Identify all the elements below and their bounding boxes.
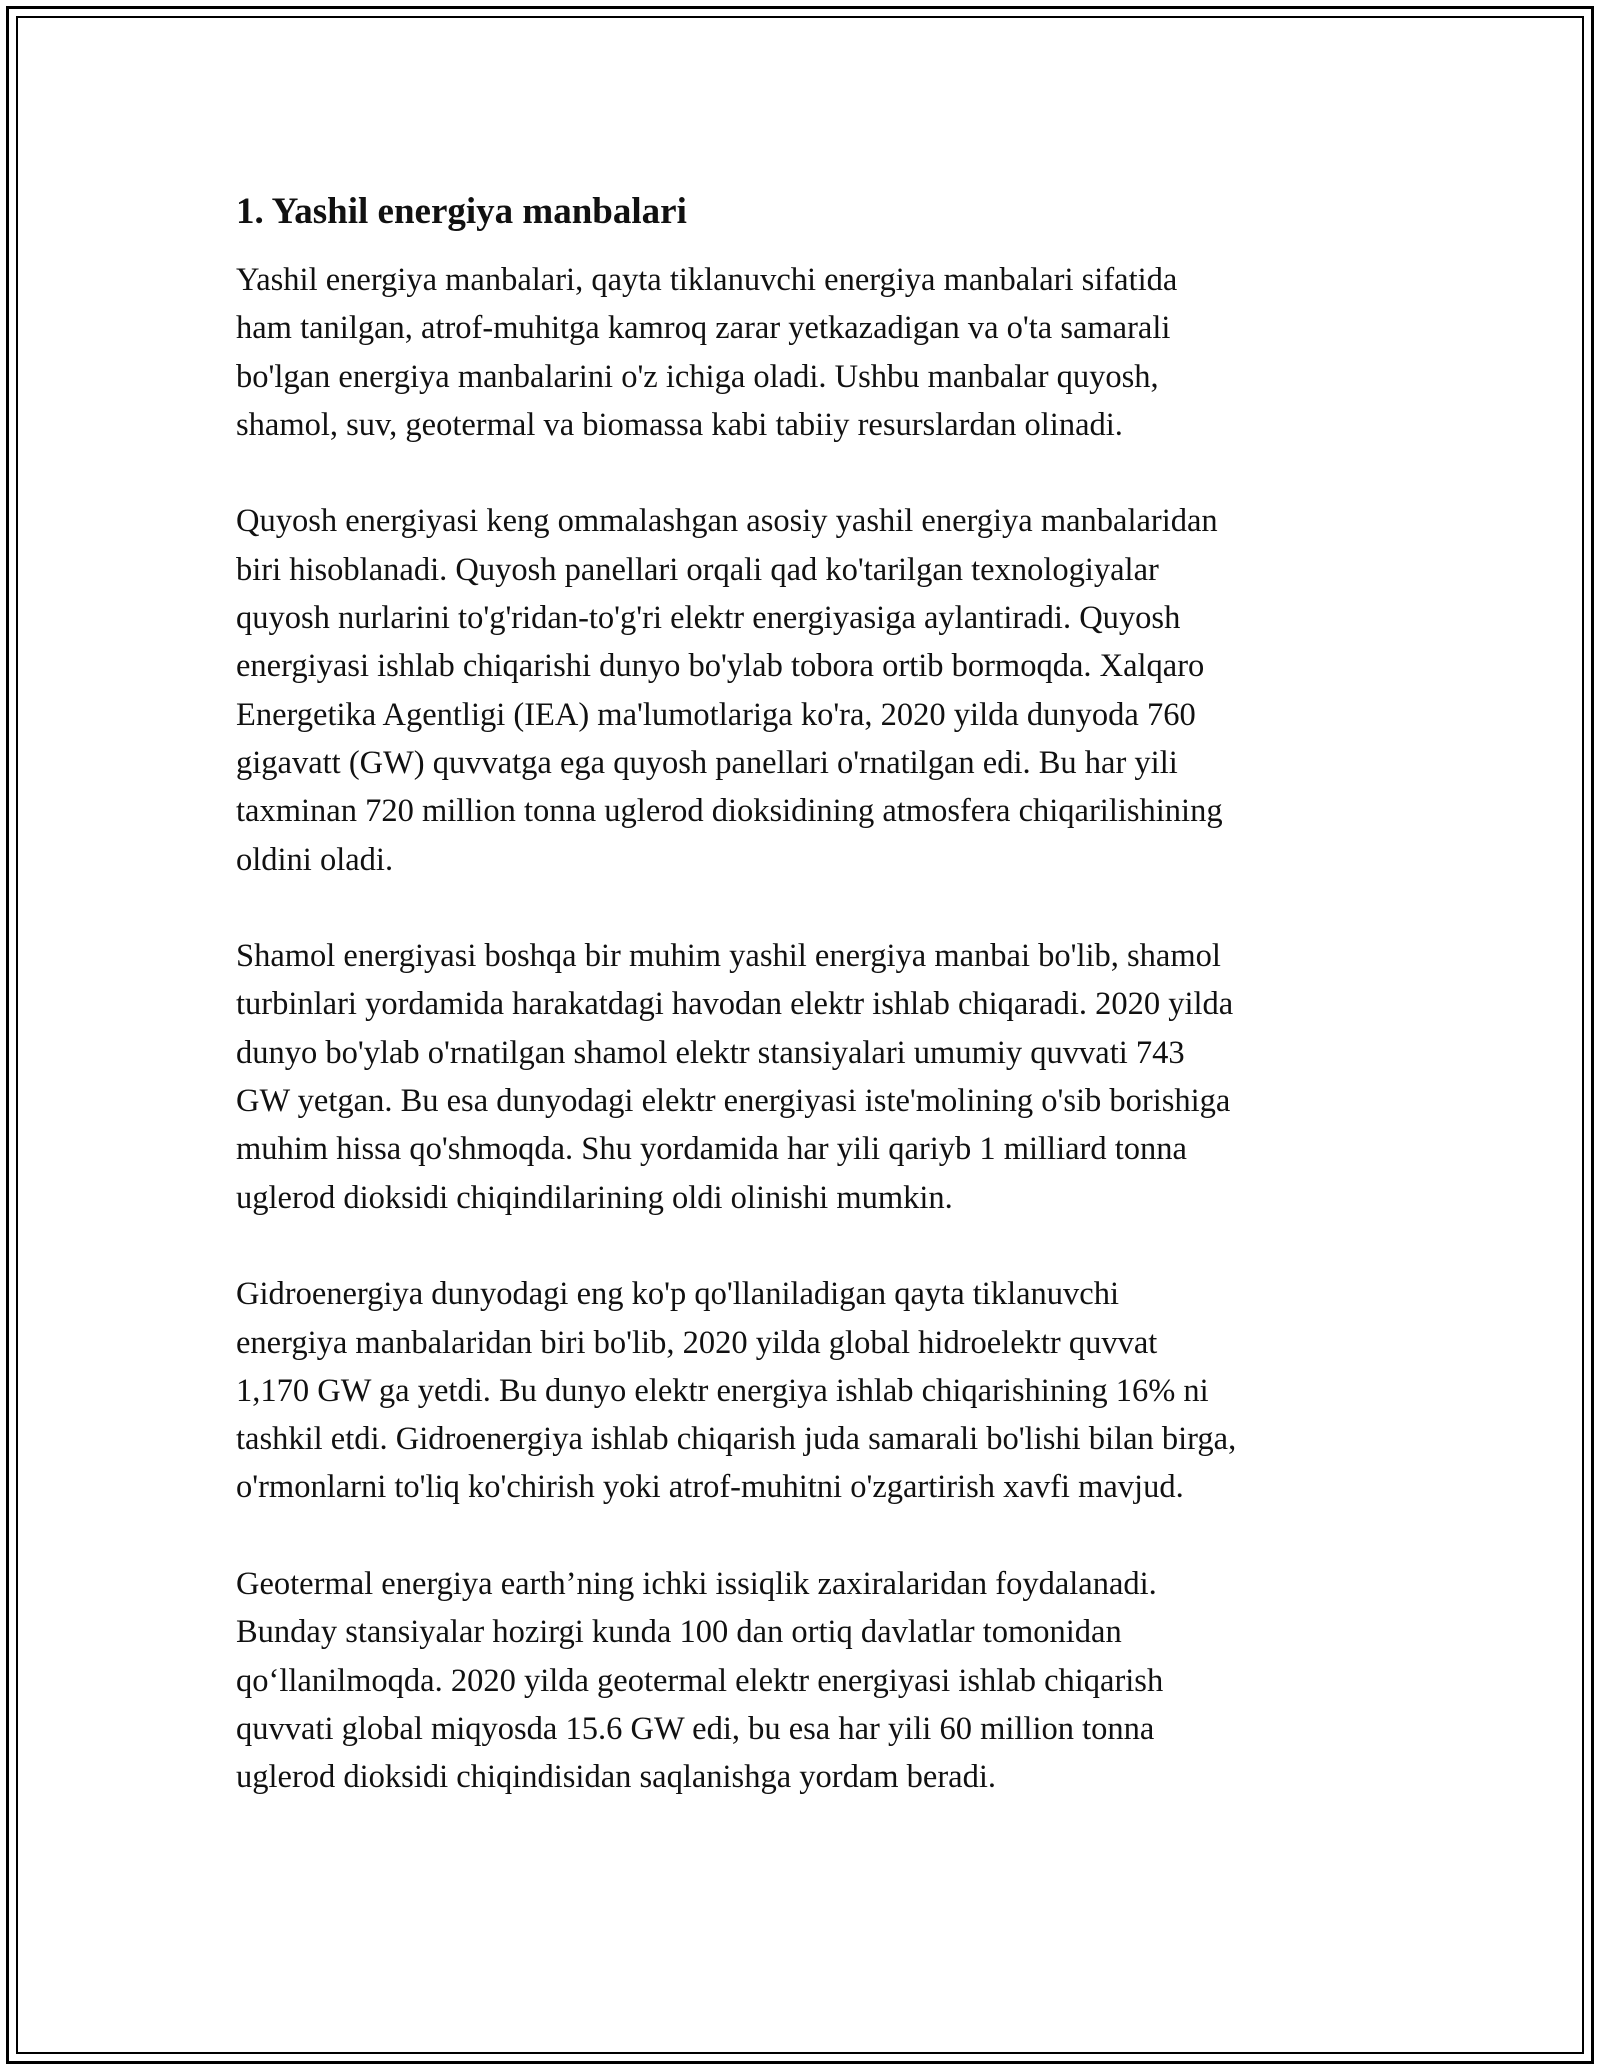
paragraph-solar: Quyosh energiyasi keng ommalashgan asosiy yashil energiya manbalaridan biri hisoblanadi. Quyosh panellari orqali qad ko'tarilgan texnologiyalar quyosh nurlarini to'g'ridan-to'g'ri elektr energiyasiga aylantiradi. Quyosh energiyasi ishlab chiqarishi dunyo bo'ylab tobora ortib bormoqda. Xalqaro Energetika Agentligi (IEA) ma'lumotlariga ko'ra, 2020 yilda dunyoda 760 gigavatt (GW) quvvatga ega quyosh panellari o'rnatilgan edi. Bu har yili taxminan 720 million tonna uglerod dioksidining atmosfera chiqarilishining oldini oladi. <box>236 503 1223 878</box>
paragraph-intro: Yashil energiya manbalari, qayta tiklanuvchi energiya manbalari sifatida ham tanilgan, atrof-muhitga kamroq zarar yetkazadigan va o'ta samarali bo'lgan energiya manbalarini o'z ichiga oladi. Ushbu manbalar quyosh, shamol, suv, geotermal va biomassa kabi tabiiy resurslardan olinadi. <box>236 262 1178 443</box>
document-body <box>236 188 1381 1850</box>
paragraph-geothermal: Geotermal energiya earth’ning ichki issiqlik zaxiralaridan foydalanadi. Bunday stansiyalar hozirgi kunda 100 dan ortiq davlatlar tomonidan qo‘llanilmoqda. 2020 yilda geotermal elektr energiyasi ishlab chiqarish quvvati global miqyosda 15.6 GW edi, bu esa har yili 60 million tonna uglerod dioksidi chiqindisidan saqlanishga yordam beradi. <box>236 1566 1164 1796</box>
paragraph-hydro: Gidroenergiya dunyodagi eng ko'p qo'llaniladigan qayta tiklanuvchi energiya manbalaridan biri bo'lib, 2020 yilda global hidroelektr quvvat 1,170 GW ga yetdi. Bu dunyo elektr energiya ishlab chiqarishining 16% ni tashkil etdi. Gidroenergiya ishlab chiqarish juda samarali bo'lishi bilan birga, o'rmonlarni to'liq ko'chirish yoki atrof-muhitni o'zgartirish xavfi mavjud. <box>236 1276 1237 1506</box>
section-heading: 1. Yashil energiya manbalari <box>236 191 687 232</box>
paragraph-wind: Shamol energiyasi boshqa bir muhim yashil energiya manbai bo'lib, shamol turbinlari yordamida harakatdagi havodan elektr ishlab chiqaradi. 2020 yilda dunyo bo'ylab o'rnatilgan shamol elektr stansiyalari umumiy quvvati 743 GW yetgan. Bu esa dunyodagi elektr energiyasi iste'molining o'sib borishiga muhim hissa qo'shmoqda. Shu yordamida har yili qariyb 1 milliard tonna uglerod dioksidi chiqindilarining oldi olinishi mumkin. <box>236 938 1234 1216</box>
